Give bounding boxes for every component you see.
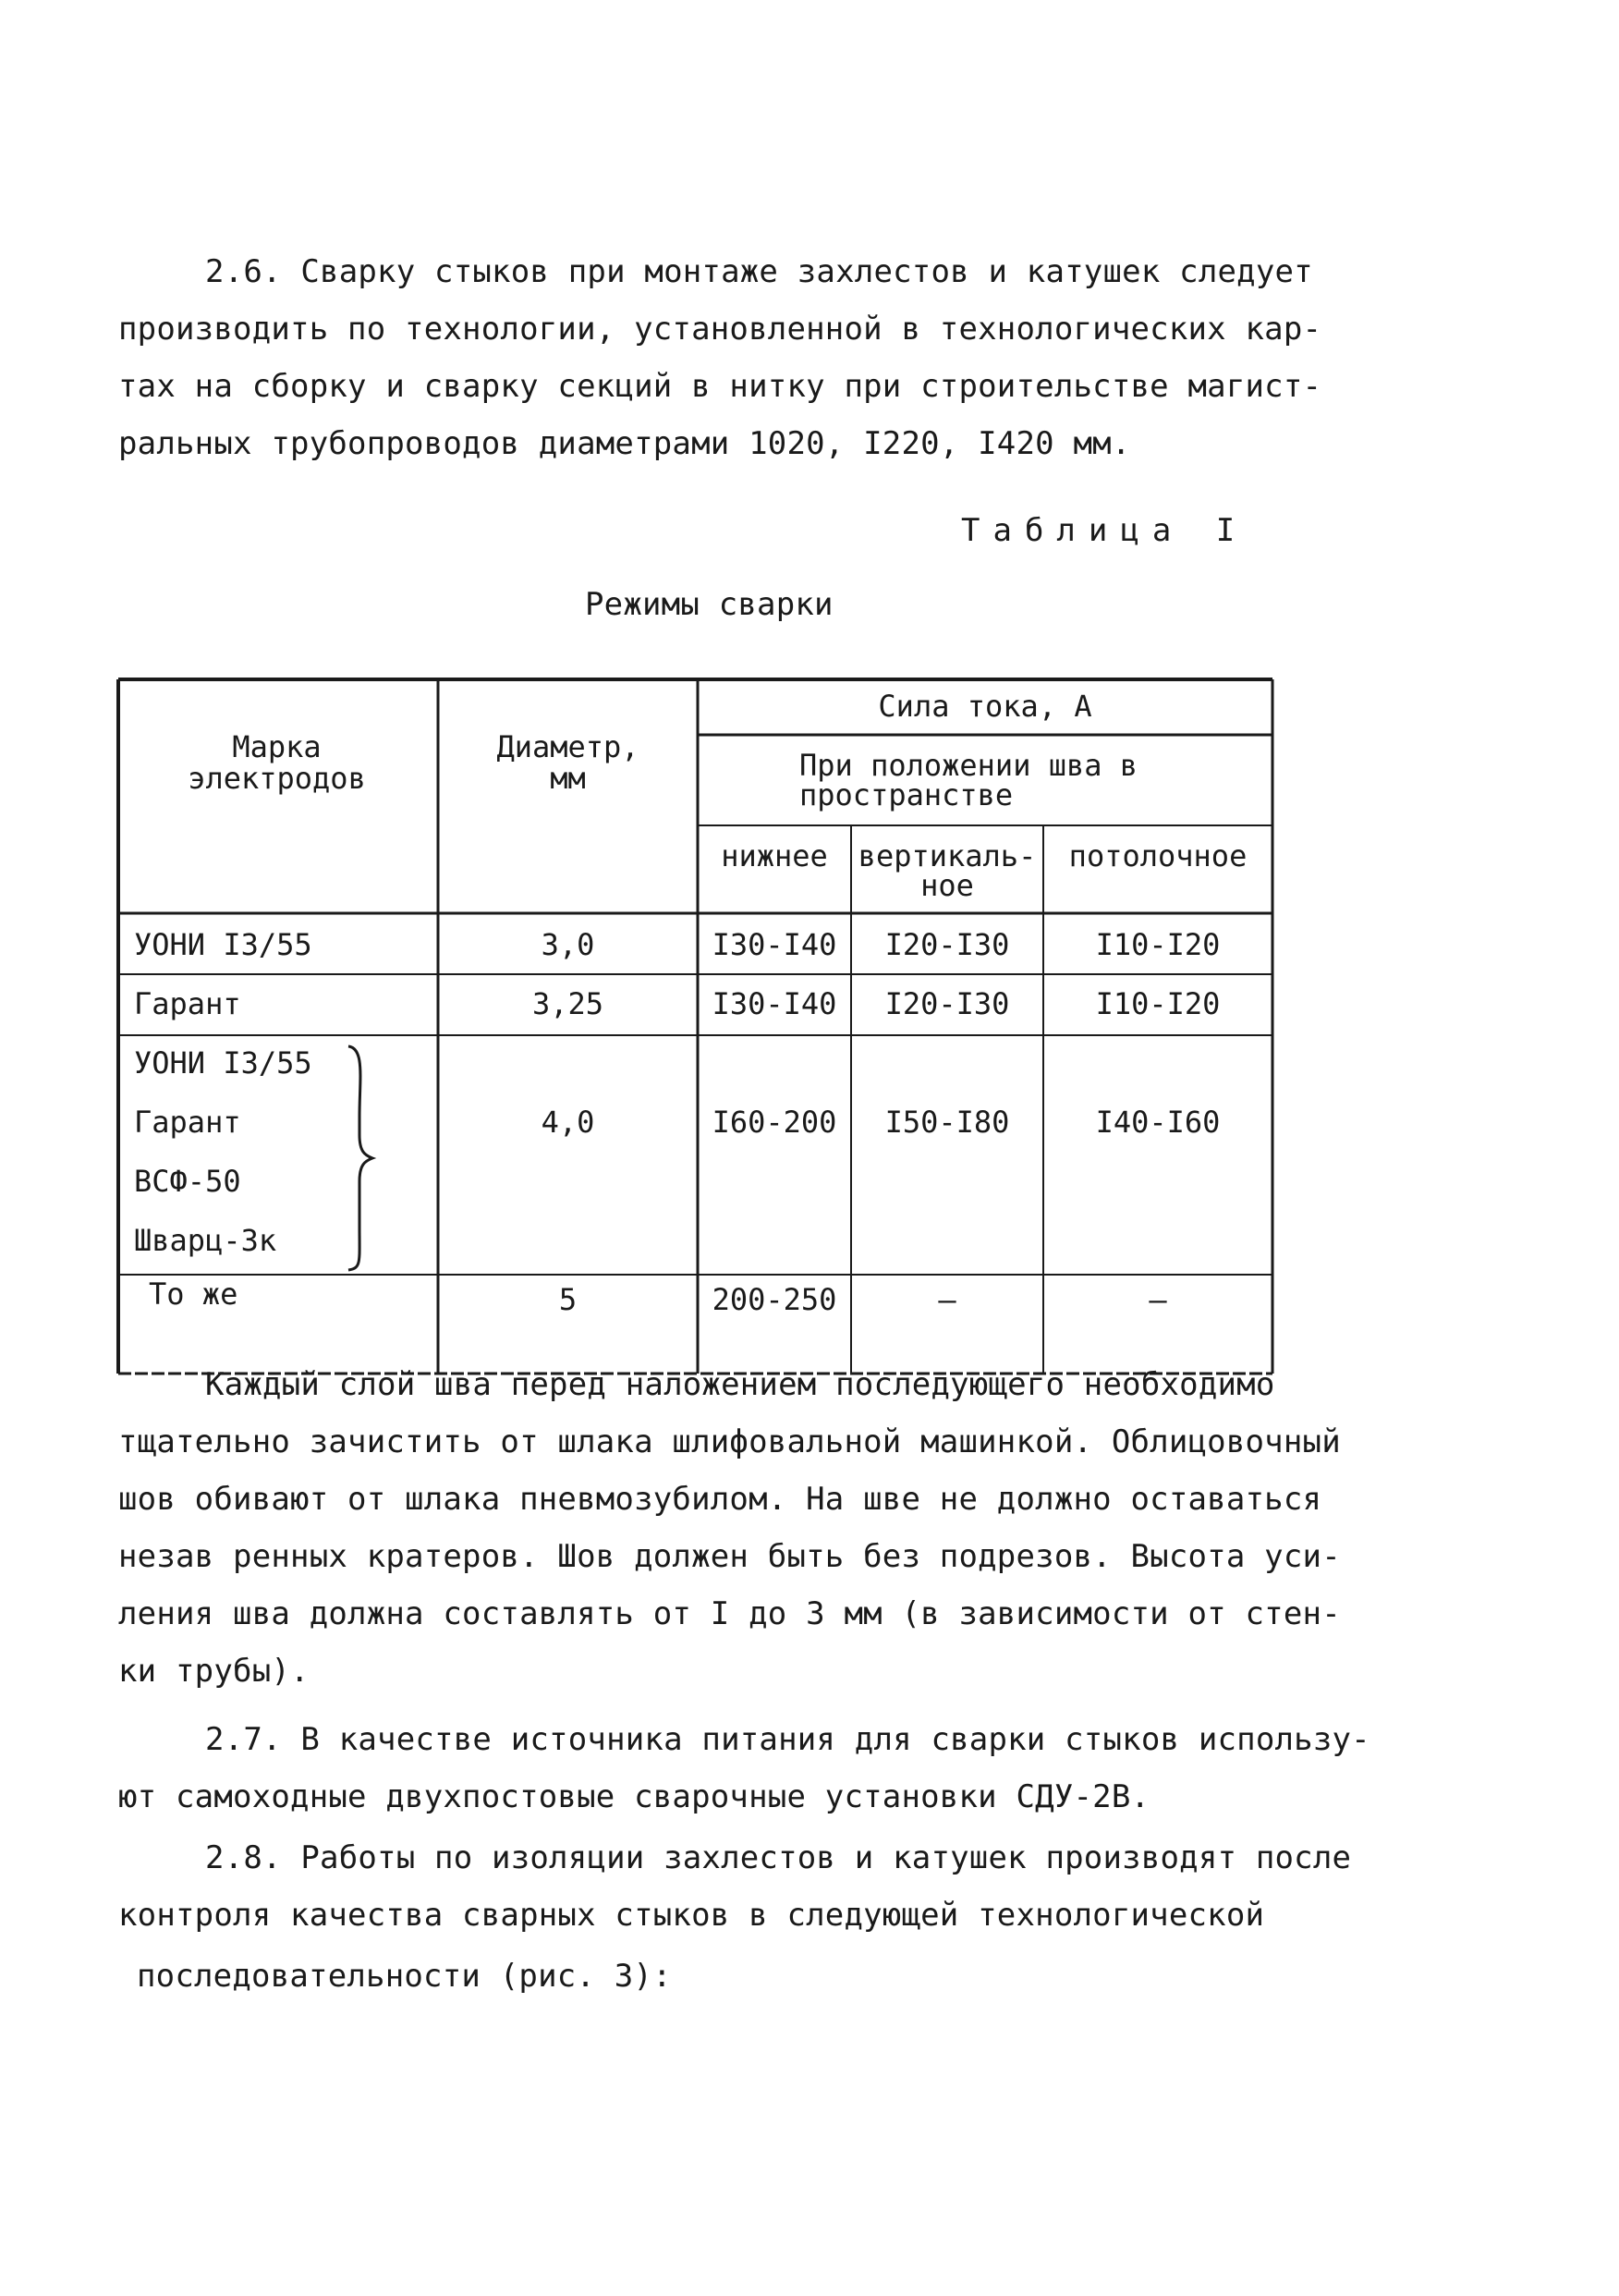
row-3-diameter: 4,0 [541, 1105, 595, 1140]
paragraph-2-6-line-3: тах на сборку и сварку секций в нитку при строительстве магист- [118, 368, 1322, 405]
header-brand-line-2: электродов [188, 761, 366, 796]
row-1-brand: УОНИ I3/55 [134, 927, 312, 962]
header-position-line-2: пространстве [799, 777, 1014, 812]
row-1-diameter: 3,0 [541, 927, 595, 962]
row-2-vertical: I20-I30 [884, 986, 1010, 1021]
row-4-bottom: 200-250 [712, 1282, 837, 1317]
row-2-bottom: I30-I40 [712, 986, 837, 1021]
header-vertical-line-1: вертикаль- [858, 838, 1037, 873]
header-diameter-line-2: мм [550, 761, 586, 796]
paragraph-2-8-line-3: последовательности (рис. 3): [137, 1958, 672, 1995]
header-bottom: нижнее [721, 838, 828, 873]
after-table-line-3: шов обивают от шлака пневмозубилом. На шве не должно оставаться [118, 1481, 1322, 1518]
row-3-brand-2: Гарант [134, 1105, 241, 1140]
table-label: Таблица I [961, 512, 1248, 549]
table-title: Режимы сварки [585, 586, 834, 623]
row-3-brand-4: Шварц-3к [134, 1223, 277, 1258]
paragraph-2-6-line-4: ральных трубопроводов диаметрами 1020, I220, I420 мм. [118, 425, 1131, 462]
header-diameter-line-1: Диаметр, [496, 729, 639, 764]
after-table-line-4: незав ренных кратеров. Шов должен быть без подрезов. Высота уси- [118, 1538, 1341, 1575]
header-current: Сила тока, А [878, 689, 1092, 724]
row-3-brand-3: ВСФ-50 [134, 1164, 241, 1199]
paragraph-2-8-line-1: 2.8. Работы по изоляции захлестов и катушек производят после [205, 1839, 1352, 1876]
paragraph-2-8-line-2: контроля качества сварных стыков в следующей технологической [118, 1897, 1265, 1934]
header-brand-line-1: Марка [232, 729, 322, 764]
row-3-vertical: I50-I80 [884, 1105, 1010, 1140]
row-4-ceiling: – [1149, 1282, 1167, 1317]
row-4-brand: То же [149, 1276, 238, 1312]
after-table-line-6: ки трубы). [118, 1653, 310, 1690]
after-table-line-5: ления шва должна составлять от I до 3 мм (в зависимости от стен- [118, 1595, 1341, 1632]
row-1-vertical: I20-I30 [884, 927, 1010, 962]
row-1-ceiling: I10-I20 [1095, 927, 1221, 962]
row-2-brand: Гарант [134, 986, 241, 1021]
paragraph-2-6-line-2: производить по технологии, установленной в технологических кар- [118, 311, 1322, 348]
row-4-vertical: – [938, 1282, 956, 1317]
row-3-brand-1: УОНИ I3/55 [134, 1045, 312, 1081]
after-table-line-2: тщательно зачистить от шлака шлифовальной машинкой. Облицовочный [118, 1423, 1341, 1460]
paragraph-2-7-line-2: ют самоходные двухпостовые сварочные установки СДУ-2В. [118, 1778, 1150, 1815]
row-1-bottom: I30-I40 [712, 927, 837, 962]
row-2-ceiling: I10-I20 [1095, 986, 1221, 1021]
header-ceiling: потолочное [1068, 838, 1248, 873]
welding-modes-table [116, 678, 1284, 1380]
right-brace [345, 1043, 382, 1274]
row-4-diameter: 5 [558, 1282, 578, 1317]
header-position-line-1: При положении шва в [799, 748, 1138, 783]
row-3-ceiling: I40-I60 [1095, 1105, 1221, 1140]
paragraph-2-6-line-1: 2.6. Сварку стыков при монтаже захлестов и катушек следует [205, 253, 1313, 290]
row-2-diameter: 3,25 [531, 986, 604, 1021]
paragraph-2-7-line-1: 2.7. В качестве источника питания для сварки стыков использу- [205, 1721, 1370, 1758]
row-3-bottom: I60-200 [712, 1105, 837, 1140]
after-table-line-1: Каждый слой шва перед наложением последующего необходимо [205, 1366, 1275, 1403]
header-vertical-line-2: ное [920, 868, 974, 903]
